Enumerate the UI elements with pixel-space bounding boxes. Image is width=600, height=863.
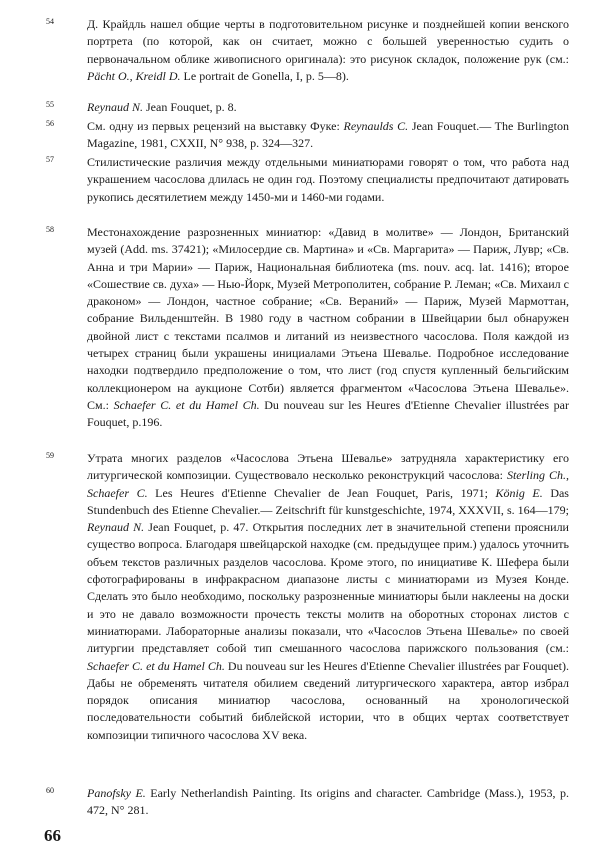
author-citation: König E. (495, 485, 543, 500)
footnote-text: Д. Крайдль нашел общие черты в подготовительном рисунке и позднейшей копии венского портрета (по которой, как он считает, можно с большей уверенностью судить о первоначальном облике живописного оригинала): это рисунок складок, положение рук (см.: Pächt O., Kreidl D. Le portrait de Gonella, I, p. 5—8). (87, 17, 569, 83)
footnote-text: Стилистические различия между отдельными миниатюрами говорят о том, что работа над украшением часослова длилась не один год. Поэтому специалисты предпочитают датировать рукопись десятилетием между 1450-ми и 1460-ми годами. (87, 155, 569, 204)
page-number: 66 (44, 826, 61, 845)
author-citation: Panofsky E. (87, 786, 146, 800)
footnote-number: 59 (46, 451, 54, 460)
author-citation: Schaefer C. et du Hamel Ch. (87, 658, 225, 673)
footnote-number: 57 (46, 155, 54, 164)
footnote-number: 60 (46, 786, 54, 795)
footnote-text: Местонахождение разрозненных миниатюр: «Давид в молитве» — Лондон, Британский музей (Add. ms. 37421); «Милосердие св. Мартина» и «Св. Маргарита» — Париж, Лувр; «Св. Анна и три Марии» — Париж, Национальная библиотека (ms. nouv. acq. lat. 1416); второе «Сошествие св. духа» — Нью-Йорк, Музей Метрополитен, собрание Р. Леман; «Св. Михаил с драконом» — Лондон, частное собрание; «Св. Вераний» — Париж, Музей Мармоттан, собрание Вильденштейн. В 1980 году в частном собрании в Швейцарии был обнаружен двойной лист с текстами псалмов и литаний из неизвестного часослова. Поля каждой из четырех страниц были украшены инициалами Этьена Шевалье. Подробное исследование находки подтвердило предположение о том, что лист (год спустя купленный бельгийским коллекционером на аукционе Сотби) является фрагментом «Часослова Этьена Шевалье». См.: Schaefer C. et du Hamel Ch. Du nouveau sur les Heures d'Etienne Chevalier illustrées par Fouquet, p.196. (87, 225, 569, 430)
footnote-number: 55 (46, 100, 54, 109)
footnote-text: Утрата многих разделов «Часослова Этьена Шевалье» затрудняла характеристику его литургической композиции. Существовало несколько реконструкций часослова: Sterling Ch., Schaefer C. Les Heures d'Etienne Chevalier de Jean Fouquet, Paris, 1971; König E. Das Stundenbuch des Etienne Chevalier.— Zeitschrift für kunstgeschichte, 1974, XXXVII, s. 164—179; Reynaud N. Jean Fouquet, p. 47. Открытия последних лет в значительной степени прояснили существо вопроса. Благодаря швейцарской находке (см. предыдущее прим.) удалось уточнить объем текстов различных разделов часослова. Кроме этого, по инициативе К. Шефера были сфотографированы в инфракрасном диапазоне листы с миниатюрами из Музея Конде. Сделать это было необходимо, поскольку разрозненные миниатюры были наклеены на доски и это не давало возможности прочесть тексты молитв на оборотных сторонах листов с миниатюрами. Лабораторные анализы показали, что «Часослов Этьена Шевалье» по своей литургии представляет собой тип смешанного часослова парижского пользования (см.: Schaefer C. et du Hamel Ch. Du nouveau sur les Heures d'Etienne Chevalier illustrées par Fouquet). Дабы не обременять читателя обилием сведений литургического характера, автор избрал порядок описания миниатюр часослова, основанный на хронологической последовательности событий библейской истории, что в общих чертах соответствует композиции типичного часослова XV века. (87, 451, 570, 742)
footnote-number: 56 (46, 119, 54, 128)
footnote-text: Reynaud N. Jean Fouquet, p. 8. (87, 100, 237, 114)
author-citation: Schaefer C. et du Hamel Ch. (113, 397, 260, 412)
author-citation: Reynaud N. (87, 520, 145, 535)
footnote-number: 58 (46, 225, 54, 234)
footnote-number: 54 (46, 17, 54, 26)
author-citation: Reynaud N. (87, 100, 143, 114)
author-citation: Reynaulds C. (343, 119, 409, 133)
author-citation: Sterling Ch., Schaefer C. (87, 468, 569, 500)
footnote-text: См. одну из первых рецензий на выставку Фуке: Reynaulds C. Jean Fouquet.— The Burlington Magazine, 1981, CXXII, N° 938, p. 324—327. (87, 119, 570, 151)
footnote-text: Panofsky E. Early Netherlandish Painting. Its origins and character. Cambridge (Mass.), 1953, p. 472, N° 281. (87, 786, 569, 818)
author-citation: Pächt O., Kreidl D. (87, 68, 181, 83)
